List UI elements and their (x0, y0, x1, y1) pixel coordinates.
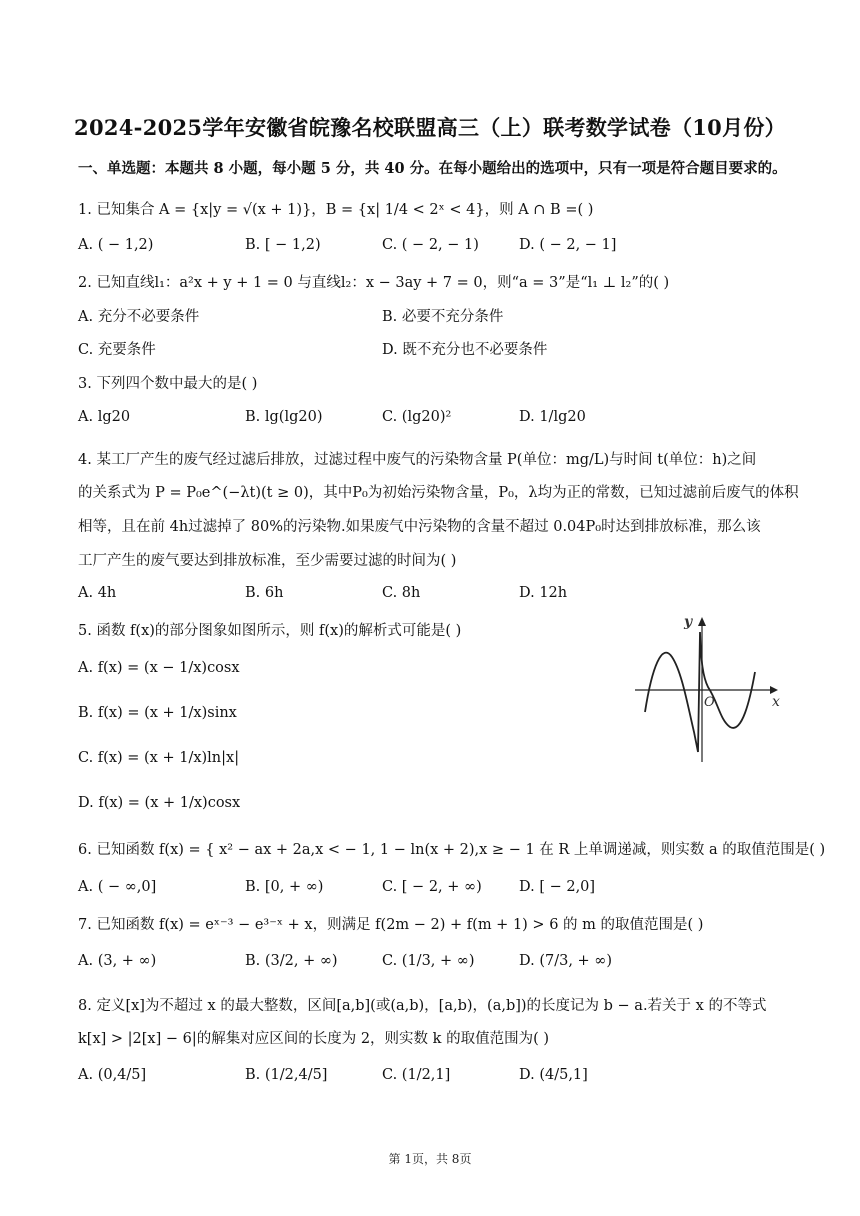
question-4-line-2: 的关系式为 P = P₀e^(−λt)(t ≥ 0)，其中P₀为初始污染物含量，P₀，λ均为正的常数，已知过滤前后废气的体积 (78, 485, 799, 501)
question-6: 6. 已知函数 f(x) = { x² − ax + 2a,x < − 1, 1 − ln(x + 2),x ≥ − 1 在 R 上单调递减，则实数 a 的取值范围是( ) (78, 842, 826, 858)
q1-option-c: C. ( − 2, − 1) (382, 237, 479, 253)
question-4-line-4: 工厂产生的废气要达到排放标准，至少需要过滤的时间为( ) (78, 553, 457, 569)
origin-label: O (704, 695, 715, 710)
q4-option-b: B. 6h (245, 585, 284, 601)
x-axis-label: x (772, 694, 780, 710)
question-8-line-2: k[x] > |2[x] − 6|的解集对应区间的长度为 2，则实数 k 的取值范围为( ) (78, 1031, 549, 1047)
q2-option-d: D. 既不充分也不必要条件 (382, 342, 548, 358)
section-header: 一、单选题：本题共 8 小题，每小题 5 分，共 40 分。在每小题给出的选项中，只有一项是符合题目要求的。 (78, 160, 787, 177)
question-4-line-3: 相等，且在前 4h过滤掉了 80%的污染物.如果废气中污染物的含量不超过 0.04P₀时达到排放标准，那么该 (78, 519, 761, 535)
q8-option-c: C. (1/2,1] (382, 1067, 451, 1083)
q4-option-c: C. 8h (382, 585, 421, 601)
q8-option-a: A. (0,4/5] (78, 1067, 147, 1083)
q7-option-a: A. (3, + ∞) (78, 953, 157, 969)
q1-option-a: A. ( − 1,2) (78, 237, 154, 253)
q3-option-d: D. 1/lg20 (519, 409, 586, 425)
page-title: 2024-2025学年安徽省皖豫名校联盟高三（上）联考数学试卷（10月份） (74, 115, 786, 140)
question-1: 1. 已知集合 A = {x|y = √(x + 1)}，B = {x| 1/4 < 2ˣ < 4}，则 A ∩ B =( ) (78, 202, 594, 218)
q3-option-c: C. (lg20)² (382, 409, 452, 425)
function-graph (630, 612, 780, 772)
y-axis-label: y (684, 614, 693, 630)
q6-option-d: D. [ − 2,0] (519, 879, 596, 895)
question-7: 7. 已知函数 f(x) = eˣ⁻³ − e³⁻ˣ + x，则满足 f(2m − 2) + f(m + 1) > 6 的 m 的取值范围是( ) (78, 917, 704, 933)
q1-option-b: B. [ − 1,2) (245, 237, 321, 253)
question-3: 3. 下列四个数中最大的是( ) (78, 376, 258, 392)
question-5: 5. 函数 f(x)的部分图象如图所示，则 f(x)的解析式可能是( ) (78, 623, 462, 639)
question-8-line-1: 8. 定义[x]为不超过 x 的最大整数，区间[a,b](或(a,b)，[a,b)，(a,b])的长度记为 b − a.若关于 x 的不等式 (78, 998, 767, 1014)
q4-option-a: A. 4h (78, 585, 117, 601)
q3-option-a: A. lg20 (78, 409, 131, 425)
q7-option-c: C. (1/3, + ∞) (382, 953, 475, 969)
q2-option-b: B. 必要不充分条件 (382, 309, 504, 325)
q7-option-d: D. (7/3, + ∞) (519, 953, 613, 969)
question-2: 2. 已知直线l₁：a²x + y + 1 = 0 与直线l₂：x − 3ay + 7 = 0，则“a = 3”是“l₁ ⊥ l₂”的( ) (78, 275, 670, 291)
q5-option-b: B. f(x) = (x + 1/x)sinx (78, 705, 237, 721)
question-4-line-1: 4. 某工厂产生的废气经过滤后排放，过滤过程中废气的污染物含量 P(单位：mg/L)与时间 t(单位：h)之间 (78, 452, 757, 468)
q2-option-c: C. 充要条件 (78, 342, 156, 358)
q2-option-a: A. 充分不必要条件 (78, 309, 200, 325)
q4-option-d: D. 12h (519, 585, 568, 601)
page-footer: 第 1页，共 8页 (388, 1152, 472, 1166)
q6-option-c: C. [ − 2, + ∞) (382, 879, 482, 895)
q5-option-c: C. f(x) = (x + 1/x)ln|x| (78, 750, 240, 766)
q5-option-a: A. f(x) = (x − 1/x)cosx (78, 660, 240, 676)
q5-option-d: D. f(x) = (x + 1/x)cosx (78, 795, 241, 811)
q8-option-d: D. (4/5,1] (519, 1067, 588, 1083)
q6-option-a: A. ( − ∞,0] (78, 879, 157, 895)
q3-option-b: B. lg(lg20) (245, 409, 323, 425)
q1-option-d: D. ( − 2, − 1] (519, 237, 617, 253)
q6-option-b: B. [0, + ∞) (245, 879, 324, 895)
q8-option-b: B. (1/2,4/5] (245, 1067, 328, 1083)
q7-option-b: B. (3/2, + ∞) (245, 953, 338, 969)
